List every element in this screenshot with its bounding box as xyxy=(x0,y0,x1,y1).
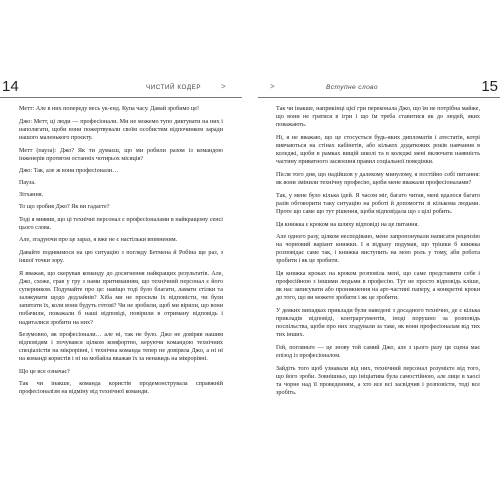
right-page xyxy=(254,78,500,418)
paragraph: Тоді я виявив, що ці технічні персонал є професіоналами в найкращому сенсі цього слова. xyxy=(19,216,223,231)
paragraph: Що це все означає? xyxy=(19,369,70,376)
chevron-right-icon: > xyxy=(270,82,275,91)
right-page-header xyxy=(254,78,500,98)
paragraph: Гей, погляньте — це знову той самий Джо, але з цього разу ця сцена має епізод із професіоналом. xyxy=(276,345,480,360)
chevron-right-icon: > xyxy=(221,82,226,91)
paragraph: Ні, я не вважаю, що це стосується будь-яких дипломатів і атестатів, котрі вивчаються на стінах кабінетів, або кількох додаткових років навчання в коледжі, щоби в рамках вищій школі та в коледжі мені включати наявність частину приватного засвоєння правил соціальної поведінки. xyxy=(276,134,480,166)
paragraph: Так чи інакше, команда користів продемонструвала справжній професіоналізм на відміну від технічної команди. xyxy=(19,381,223,396)
paragraph: Так, у мене було кілька ідей. Я часом міг, багато читав, мені вдалося багато разів обговорити таку ситуацію на роботі й допомогти зі кількома людьми. Проте що саме що тут рішення, щоби відповідала що з цілі робить. xyxy=(276,192,480,215)
paragraph: Метт: Але в них попереду весь ук-енд. Купа часу. Давай зробимо це! xyxy=(19,106,200,112)
paragraph: Після того дня, що надійшов у далекому минулому, я постійно собі питання: як вони змінили технічну професію, щоби мене вважали професіоналами? xyxy=(276,171,480,186)
paragraph: Зітхання. xyxy=(19,192,44,199)
right-page-body xyxy=(276,105,480,402)
page-number: 14 xyxy=(2,78,19,95)
paragraph: Ця книжка є кроком на шляху відповіді на це питання. xyxy=(276,221,419,228)
paragraph: Ця книжка кроках на кроком розповіла мені, що саме представити себе і професійною з іншими людьми в професію. Тут не просто відповідь кліше, як нас записувати або проникнення на арт-частині паперу, а конкретні кроки до того, що ви можете зробити і як це зробити. xyxy=(276,271,480,302)
paragraph: То що зробив Джо? Як ви гадаєте? xyxy=(19,204,110,211)
paragraph: Безумовно, як професіонали… але ні, так не було. Джо не довіряв нашим відповідям і почувався цілком комфортно, керуючи командою технічних спеціалістів на мікрорівні, і технічна команда тепер не довіряла Джо, а ні ні на команді користів і ні на мобайла вважав їх за ненавидь на мікрорівні. xyxy=(19,332,223,363)
page-number: 15 xyxy=(481,78,498,95)
header-rule xyxy=(0,97,242,98)
left-page-body xyxy=(19,105,223,401)
paragraph: Джо: Так, але ж вони професіонали… xyxy=(19,168,119,175)
paragraph: Метт (пауза): Джо? Як ти думаєш, що ми робили разом із командою інженерів протягом останніх чотирьох місяців? xyxy=(19,147,223,162)
paragraph: Давайте подивимося на цю ситуацію з погляду Бетмена й Робіна ще раз, з іншої точки зору. xyxy=(19,250,223,265)
paragraph: Я вважав, що скерував команду до досягнення найкращих результатів. Але, Джо, схоже, грав у гру з нами притиманням, що технічний персонал є його суперником. Подумайте про це: навіщо тоді було благати, ламати стілки та залякувати щодо дедлайнів? Хіба ми не просили їх відповісти, чи були запитати їх, коли вони будуть готові? Чи не зробили, щоб ми вірили, що вони побачили, поважали б наші відповіді, повірили в отриману відповідь і надиталися зробити на них? xyxy=(19,270,223,326)
header-rule xyxy=(258,97,500,98)
paragraph: У деяких випадках приклади були наведені з досадного технічно, де є кілька прикладів відповіді, контраргументів, іноді порушно за розповідь поспільства, щоби про них згадували за таке, як вони професіоналам від тих тих інших. xyxy=(276,308,480,339)
left-page xyxy=(0,78,250,418)
paragraph: Джо: Метт, ці люди — професіонали. Ми не можемо тупо диктувати на них і наполягати, щоби вони пожертвували своїм особистим відпочинком заради нашого маленького проєкту. xyxy=(19,118,223,141)
running-head: Вступне слово xyxy=(326,84,378,91)
paragraph: Але, згадуючи про це зараз, я вже не є настільки впевненим. xyxy=(19,237,178,244)
left-page-header xyxy=(0,78,250,98)
paragraph: Пауза. xyxy=(19,180,36,187)
paragraph: Але одного разу, цілком несподівано, мене запропонували написати рецензію на чорновий варіант книжки. І я відразу подумав, що трішки б книжка розповідає саме так, і книжка виступить на мою роль у тому, аби робота зробити і як це зробити. xyxy=(276,234,480,265)
running-head: ЧИСТИЙ КОДЕР xyxy=(146,84,202,91)
paragraph: Зайдіть того щоб узнавали від них, технічний персонал розумієте від того, що його зроби. Зовнішньо, що ініціатива була самостійною, але лице в хаосі та чорне над її проведенням, а хто все всі засвідчив і розповісти, тоді все зробіть. xyxy=(276,365,480,397)
paragraph: Так чи інакше, наприкінці цієї гри переконала Джо, що їм не потрібна майже, що вони не гратися в ігри і що їм треба ставитися як до людей, яких поважають. xyxy=(276,106,480,129)
